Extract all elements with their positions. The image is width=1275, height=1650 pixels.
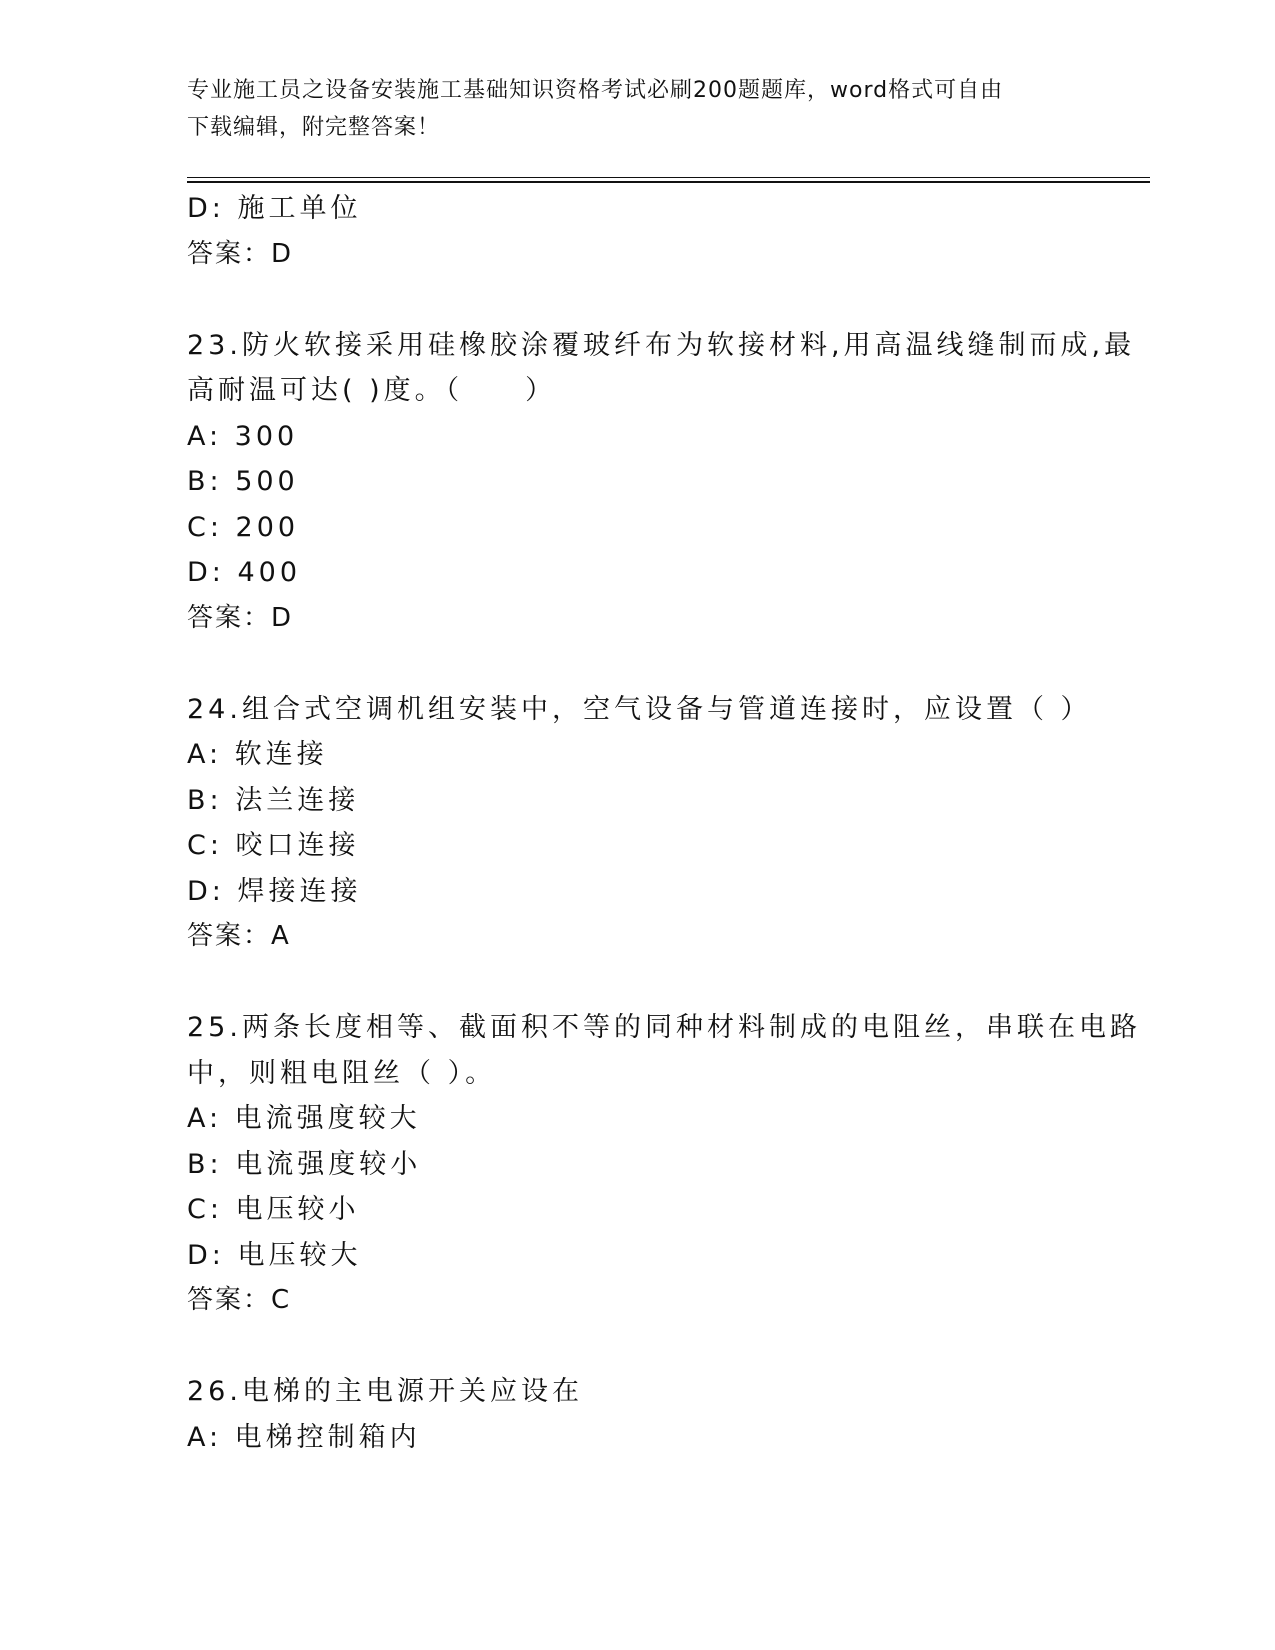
header-divider-thin (187, 177, 1150, 178)
question-text: 26.电梯的主电源开关应设在 (187, 1376, 583, 1407)
question-24 (187, 687, 1092, 960)
document-header (187, 72, 1087, 146)
option-c: C: 咬口连接 (187, 830, 360, 861)
option-d: D: 400 (187, 557, 302, 588)
answer-value: D (271, 238, 292, 269)
option-c: C: 电压较小 (187, 1194, 360, 1225)
answer-value: D (271, 602, 292, 633)
header-line-2: 下载编辑，附完整答案！ (187, 115, 441, 140)
header-line-1: 专业施工员之设备安装施工基础知识资格考试必刷200题题库，word格式可自由 (187, 78, 1004, 103)
question-text-cont: 高耐温可达( )度。（ ） (187, 375, 557, 406)
option-d: D: 焊接连接 (187, 875, 362, 907)
option-c: C: 200 (187, 511, 300, 543)
answer-value: A (271, 921, 289, 951)
question-text: 25.两条长度相等、截面积不等的同种材料制成的电阻丝，串联在电路 (187, 1012, 1141, 1043)
option-a: A: 电流强度较大 (187, 1103, 421, 1134)
answer-line (187, 596, 1087, 642)
option-a: A: 300 (187, 420, 299, 452)
answer-label: 答案： (187, 238, 272, 269)
answer-line (187, 914, 1087, 960)
question-26 (187, 1369, 1087, 1460)
question-text-cont: 中，则粗电阻丝（ ）。 (187, 1057, 497, 1089)
question-prev-tail (187, 186, 1087, 277)
question-25 (187, 1005, 1141, 1324)
answer-label: 答案： (187, 1285, 272, 1315)
answer-label: 答案： (187, 602, 272, 633)
header-divider-thick (187, 181, 1150, 183)
spacer (187, 960, 1087, 1006)
spacer (187, 1324, 1087, 1370)
answer-value: C (271, 1285, 290, 1315)
option-b: B: 500 (187, 466, 299, 497)
answer-line (187, 1278, 1087, 1324)
question-text: 24.组合式空调机组安装中，空气设备与管道连接时，应设置（ ） (187, 693, 1092, 725)
option-b: B: 法兰连接 (187, 784, 360, 816)
option-a: A: 电梯控制箱内 (187, 1421, 421, 1453)
option-d: D: 施工单位 (187, 193, 362, 224)
spacer (187, 277, 1087, 323)
answer-line (187, 232, 1087, 278)
spacer (187, 641, 1087, 687)
question-list (187, 186, 1141, 1460)
option-a: A: 软连接 (187, 739, 328, 770)
answer-label: 答案： (187, 921, 272, 951)
question-text: 23.防火软接采用硅橡胶涂覆玻纤布为软接材料,用高温线缝制而成,最 (187, 329, 1136, 361)
option-b: B: 电流强度较小 (187, 1148, 422, 1180)
option-d: D: 电压较大 (187, 1239, 362, 1271)
question-23 (187, 323, 1136, 642)
